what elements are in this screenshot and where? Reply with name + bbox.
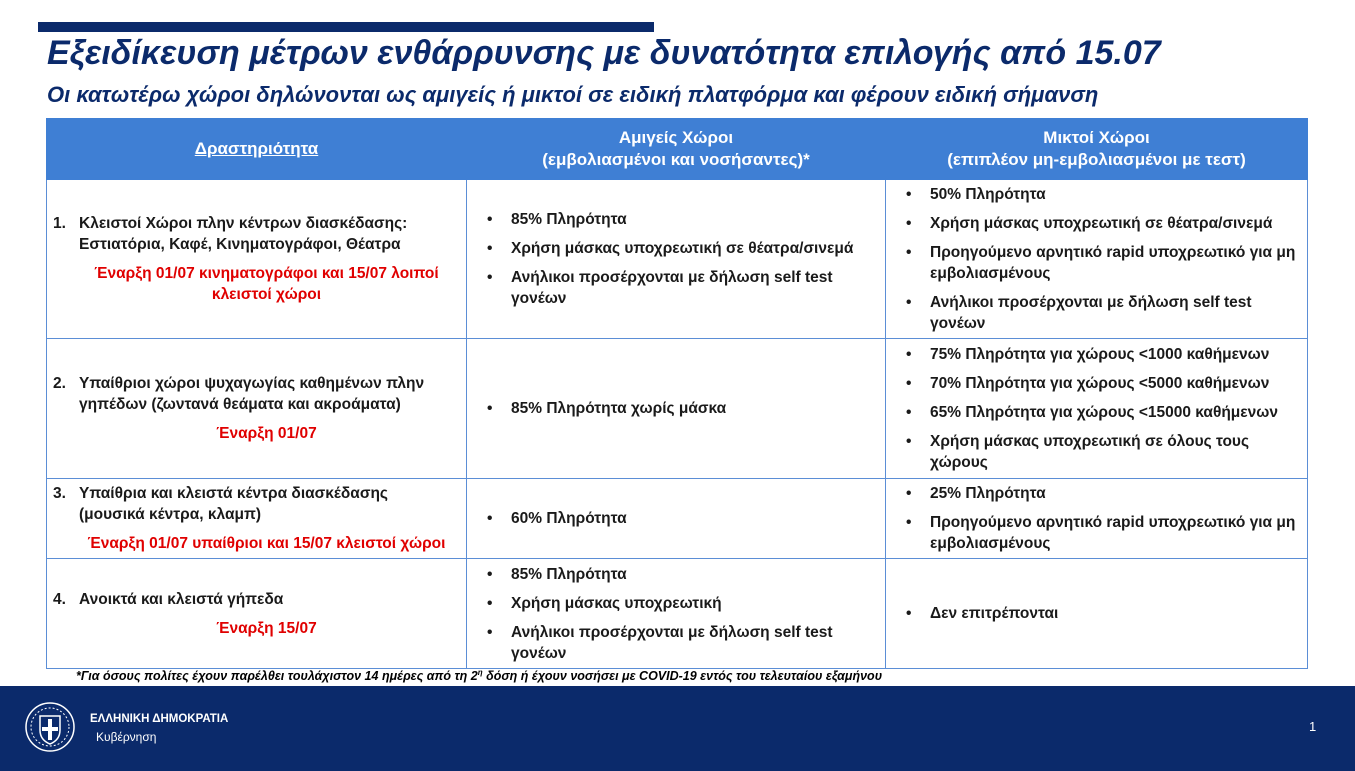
header-activity (47, 119, 467, 180)
start-date-note: Έναρξη 01/07 κινηματογράφοι και 15/07 λοιποί κλειστοί χώροι (94, 265, 439, 303)
footnote-text-start: *Για όσους πολίτες έχουν παρέλθει τουλάχιστον 14 ημέρες από τη 2 (76, 669, 478, 684)
table-row (47, 180, 1308, 339)
list-item: • Προηγούμενο αρνητικό rapid υποχρεωτικό για μη εμβολιασμένους (906, 242, 1303, 284)
footnote (76, 668, 1276, 683)
list-item: • 25% Πληρότητα (906, 483, 1303, 504)
activity-text: Υπαίθρια και κλειστά κέντρα διασκέδασης (μουσικά κέντρα, κλαμπ) (79, 485, 388, 523)
list-item: • Ανήλικοι προσέρχονται με δήλωση self test γονέων (487, 622, 881, 664)
activity-cell (47, 559, 467, 669)
org-name: ΕΛΛΗΝΙΚΗ ΔΗΜΟΚΡΑΤΙΑ (90, 713, 229, 725)
pure-cell (467, 559, 886, 669)
start-date-note: Έναρξη 15/07 (216, 619, 317, 637)
list-item: • 85% Πληρότητα χωρίς μάσκα (487, 398, 881, 419)
activity-cell (47, 339, 467, 479)
row-number: 3. (53, 485, 66, 502)
table-row (47, 339, 1308, 479)
title-accent-bar (38, 22, 654, 32)
mixed-cell (886, 180, 1308, 339)
header-activity-label: Δραστηριότητα (194, 139, 319, 158)
activity-text: Κλειστοί Χώροι πλην κέντρων διασκέδασης: Εστιατόρια, Καφέ, Κινηματογράφοι, Θέατρα (79, 215, 408, 253)
table-header-row (47, 119, 1308, 180)
header-pure-desc: (εμβολιασμένοι και νοσήσαντες)* (542, 150, 810, 169)
activity-cell (47, 479, 467, 559)
pure-cell (467, 339, 886, 479)
table-row (47, 559, 1308, 669)
page-number: 1 (1309, 719, 1317, 734)
footnote-text-end: δόση ή έχουν νοσήσει με COVID-19 εντός του τελευταίου εξαμήνου (482, 669, 883, 684)
measures-table (46, 118, 1308, 669)
list-item: • 50% Πληρότητα (906, 184, 1303, 205)
pure-cell (467, 180, 886, 339)
page-title: Εξειδίκευση μέτρων ενθάρρυνσης με δυνατότητα επιλογής από 15.07 (47, 34, 1161, 72)
row-number: 1. (53, 215, 66, 232)
list-item: • Ανήλικοι προσέρχονται με δήλωση self test γονέων (487, 267, 881, 309)
activity-cell (47, 180, 467, 339)
list-item: • Δεν επιτρέπονται (906, 603, 1303, 624)
greek-state-emblem-icon (24, 701, 76, 753)
list-item: • 75% Πληρότητα για χώρους <1000 καθήμενων (906, 344, 1303, 365)
mixed-cell (886, 479, 1308, 559)
list-item: • 60% Πληρότητα (487, 508, 881, 529)
start-date-note: Έναρξη 01/07 (216, 425, 317, 442)
mixed-cell (886, 339, 1308, 479)
header-pure-title: Αμιγείς Χώροι (618, 128, 734, 147)
page-subtitle: Οι κατωτέρω χώροι δηλώνονται ως αμιγείς ή μικτοί σε ειδική πλατφόρμα και φέρουν ειδική σήμανση (47, 82, 1099, 107)
list-item: • 70% Πληρότητα για χώρους <5000 καθήμενων (906, 373, 1303, 394)
org-subtitle: Κυβέρνηση (96, 730, 157, 744)
list-item: • 85% Πληρότητα (487, 564, 881, 585)
activity-text: Ανοικτά και κλειστά γήπεδα (79, 590, 284, 608)
activity-text: Υπαίθριοι χώροι ψυχαγωγίας καθημένων πλην γηπέδων (ζωντανά θεάματα και ακροάματα) (79, 375, 425, 413)
list-item: • 65% Πληρότητα για χώρους <15000 καθήμενων (906, 402, 1303, 423)
list-item: • Ανήλικοι προσέρχονται με δήλωση self test γονέων (906, 292, 1303, 334)
list-item: • Χρήση μάσκας υποχρεωτική σε θέατρα/σινεμά (906, 213, 1303, 234)
list-item: • Προηγούμενο αρνητικό rapid υποχρεωτικό για μη εμβολιασμένους (906, 512, 1303, 554)
header-mixed-desc: (επιπλέον μη-εμβολιασμένοι με τεστ) (947, 150, 1246, 169)
header-pure-spaces (467, 119, 886, 180)
list-item: • Χρήση μάσκας υποχρεωτική (487, 593, 881, 614)
mixed-cell (886, 559, 1308, 669)
header-mixed-title: Μικτοί Χώροι (1043, 128, 1150, 147)
list-item: • Χρήση μάσκας υποχρεωτική σε θέατρα/σινεμά (487, 238, 881, 259)
footer-bar (0, 686, 1355, 771)
header-mixed-spaces (886, 119, 1308, 180)
start-date-note: Έναρξη 01/07 υπαίθριοι και 15/07 κλειστοί χώροι (87, 535, 446, 552)
footnote-superscript: η (477, 668, 483, 677)
row-number: 4. (53, 590, 66, 608)
table-row (47, 479, 1308, 559)
row-number: 2. (53, 375, 66, 392)
list-item: • Χρήση μάσκας υποχρεωτική σε όλους τους χώρους (906, 431, 1303, 473)
pure-cell (467, 479, 886, 559)
list-item: • 85% Πληρότητα (487, 209, 881, 230)
